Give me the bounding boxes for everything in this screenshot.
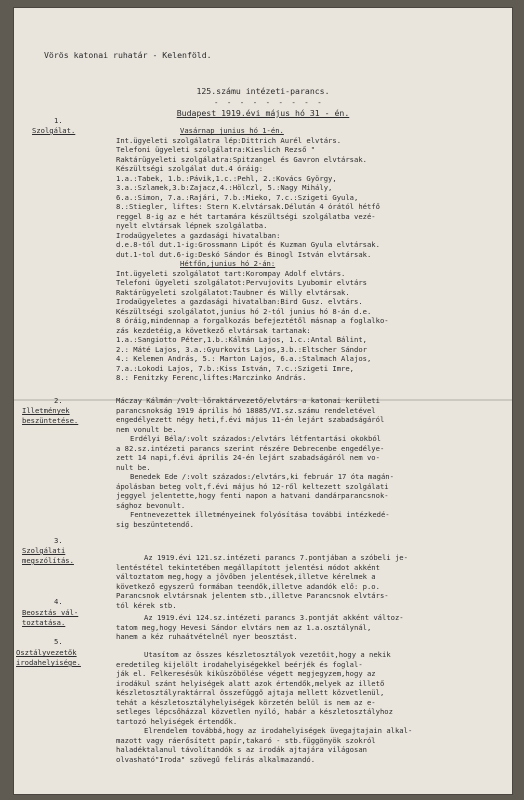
section-title: beszüntetése. — [22, 416, 79, 425]
text-line: Hétfőn,junius hó 2-án: — [180, 259, 276, 268]
text-line: nult be. — [116, 462, 151, 472]
text-line: Készültségi szolgálat dut.4 óráig: — [116, 164, 264, 173]
text-line: engedélyezett négy heti,f.évi május 11-én lejárt szabadságáról — [116, 415, 385, 424]
place-date: Budapest 1919.évi május hó 31 - én. — [176, 108, 350, 118]
document-page — [14, 8, 512, 794]
text-line: nem vonult be. — [116, 424, 177, 434]
section-1-text — [116, 126, 498, 383]
text-line: Int.ügyeleti szolgálatot tart:Korompay Adolf elvtárs. — [116, 268, 346, 278]
text-line: 1.a.:Tabek, 1.b.:Pávik,1.c.:Pehl, 2.:Kovács György, — [116, 173, 337, 183]
text-line: 3.a.:Szlamek,3.b:Zajacz,4.:Hölczl, 5.:Nagy Mihály, — [116, 183, 333, 192]
section-title: irodahelyisége. — [16, 658, 81, 667]
text-line: Telefoni ügyeleti szolgálatra:Kieslich Rezső " — [116, 145, 316, 154]
text-line: 6.a.:Simon, 7.a.:Rajári, 7.b.:Mieko, 7.c.:Szigeti Gyula, — [116, 192, 359, 202]
text-line: a 82.sz.intézeti parancs szerint részére Debrecenbe engedélye- — [116, 443, 385, 453]
text-line: 1.a.:Sangiotto Péter,1.b.:Kálmán Lajos, 1.c.:Antal Bálint, — [116, 335, 367, 344]
section-2-text — [116, 396, 498, 529]
document-body — [14, 8, 512, 794]
text-line: ják el. Felkeresésük kiküszöbölése végett megjegyzem,hogy az — [116, 669, 376, 678]
text-line: Raktárügyeleti szolgálatra:Spitzangel és Gavron elvtársak. — [116, 154, 367, 164]
section-title: Osztályvezetők — [16, 648, 77, 657]
title-dots: - - - - - - - - - — [214, 98, 324, 107]
text-line: ápolásban beteg volt,f.évi május hó 12-ről keltezett szolgálati — [116, 481, 389, 491]
text-line: sághoz bevonult. — [116, 500, 186, 510]
section-title: megszólítás. — [22, 556, 74, 565]
text-line: hanem a kéz ruhaátvételnél nyer beosztást. — [116, 632, 298, 641]
text-line: Parancsnok elvtársnak jelentem stb.,illetve Parancsnok elvtárs- — [116, 591, 389, 600]
order-title: 125.számu intézeti-parancs. — [196, 86, 330, 96]
text-line: 8.:Stiegler, liftes: Stern K.elvtársak.Délután 4 órától hétfő — [116, 202, 380, 211]
text-line: 2.: Máté Lajos, 3.a.:Gyurkovits Lajos,3.b.:Eltscher Sándor — [116, 344, 367, 354]
text-line: Raktárügyeleti szolgálatot:Taubner és Willy elvtársak. — [116, 287, 350, 297]
text-line: lentéstétel tekintetében megállapított jelentési módot akként — [116, 562, 380, 572]
text-line: Benedek Ede /:volt százados:/elvtárs,ki február 17 óta magán- — [130, 472, 394, 481]
text-line: setleges lépcsőházzal közvetlen nyíló, habár a készletosztályhoz — [116, 707, 393, 716]
text-line: Utasítom az összes készletosztályok vezetőit,hogy a nekik — [144, 650, 391, 659]
text-line: olvasható"Iroda" szövegű felirás alkalmazandó. — [116, 754, 316, 764]
text-line: haladéktalanul távolítandók s az irodák ajtajára világosan — [116, 745, 367, 754]
text-line: irodákul szánt helyiségek alatt azok értendők,melyek az illető — [116, 678, 385, 688]
text-line: készletosztályraktárral összefüggő ajtaja mellett közvetlenül, — [116, 688, 385, 697]
section-4-text — [116, 613, 498, 642]
text-line: tartozó helyiségek értendők. — [116, 716, 238, 726]
text-line: tehát a készletosztályhelyiségek körzetén belül is nem az e- — [116, 697, 376, 707]
text-line: zás kezdetéig,a következő elvtársak tartanak: — [116, 325, 311, 335]
text-line: Az 1919.évi 124.sz.intézeti parancs 3.pontját akként változ- — [144, 613, 404, 622]
text-line: mazott vagy ráerősített papír,takaró - stb.függönyök szokról — [116, 735, 376, 745]
text-line: tól kérek stb. — [116, 600, 177, 610]
text-line: dut.1-tol dut.6-ig:Deskó Sándor és Binogl István elvtársak. — [116, 249, 372, 259]
text-line: zett 14 napi,f.évi április 24-én lejárt szabadságáról nem vo- — [116, 453, 380, 462]
section-number: 5. — [54, 637, 63, 646]
text-line: Máczay Kálmán /volt lőraktárvezető/elvtárs a katonai kerületi — [116, 396, 380, 405]
text-line: Int.ügyeleti szolgálatra lép:Dittrich Aurél elvtárs. — [116, 135, 342, 145]
section-number: 4. — [54, 597, 63, 606]
section-number: 2. — [54, 396, 63, 405]
text-line: változtatom meg,hogy a jövőben jelentések,illetve kérelmek a — [116, 572, 376, 581]
text-line: eredetileg kijelölt irodahelyiségekkel beérjék és foglal- — [116, 659, 363, 669]
section-title: Szolgálati — [22, 546, 66, 555]
text-line: 7.a.:Lokodi Lajos, 7.b.:Kiss István, 7.c.:Szigeti Imre, — [116, 363, 354, 373]
text-line: Fentnevezettek illetményeinek folyósítása további intézkedé- — [130, 510, 390, 519]
text-line: következő egyszerű formában teendők,illetve adandók elő: p.o. — [116, 581, 380, 591]
section-title: Illetmények — [22, 406, 70, 415]
text-line: Készültségi szolgálatot,junius hó 2-tól junius hó 8-án d.e. — [116, 306, 372, 316]
section-number: 3. — [54, 536, 63, 545]
section-title: Beosztás vál- — [22, 608, 79, 617]
section-5-text — [116, 650, 498, 764]
text-line: Elrendelem továbbá,hogy az irodahelyiségek üvegajtajain alkal- — [144, 726, 413, 735]
text-line: Erdélyi Béla/:volt százados:/elvtárs létfentartási okokból — [130, 434, 381, 443]
text-line: Az 1919.évi 121.sz.intézeti parancs 7.pontjában a szóbeli je- — [144, 553, 408, 562]
text-line: Telefoni ügyeleti szolgálatot:Pervujovits Lyubomir elvtárs — [116, 278, 367, 287]
text-line: 8.: Fenitzky Ferenc,liftes:Marczinko András. — [116, 373, 307, 382]
section-title: toztatása. — [22, 618, 66, 627]
text-line: parancsnokság 1919 április hó 18885/VI.sz.számu rendeletével — [116, 405, 376, 415]
text-line: nyelt elvtársak lépnek szolgálatba. — [116, 221, 268, 230]
section-number: 1. — [54, 116, 63, 125]
text-line: 4.: Kelemen András, 5.: Marton Lajos, 6.a.:Stalmach Alajos, — [116, 354, 372, 363]
text-line: d.e.8-tól dut.1-ig:Grossmann Lipót és Kuzman Gyula elvtársak. — [116, 240, 380, 249]
text-line: tatom meg,hogy Hevesi Sándor elvtárs nem az 1.a.osztálynál, — [116, 622, 372, 632]
text-line: jeggyel jelentette,hogy fenti napon a hatvani dandárparancsnok- — [116, 491, 389, 500]
section-3-text — [116, 553, 498, 610]
text-line: reggel 8-ig az e hét tartamára készültségi szolgálatba vezé- — [116, 211, 376, 221]
text-line: 8 óráig,mindennap a forgalkozás befejeztétől másnap a foglalko- — [116, 316, 389, 325]
office-heading: Vörös katonai ruhatár - Kelenföld. — [44, 50, 212, 60]
text-line: Irodaügyeletes a gazdasági hivatalban:Bird Gusz. elvtárs. — [116, 297, 363, 306]
text-line: sig beszüntetendő. — [116, 519, 194, 529]
text-line: Irodaügyeletes a gazdasági hivatalban: — [116, 230, 281, 240]
section-title: Szolgálat. — [32, 126, 76, 135]
text-line: Vasárnap junius hó 1-én. — [180, 126, 284, 135]
